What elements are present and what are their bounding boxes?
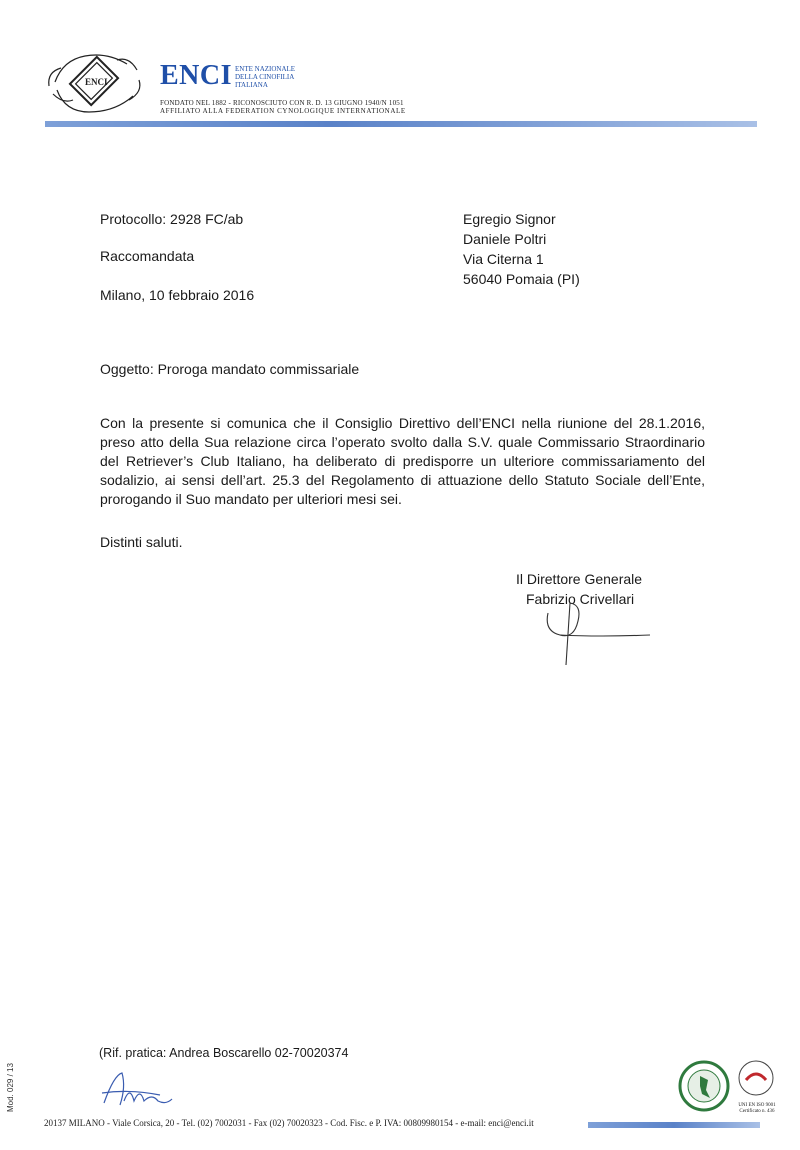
- case-reference: (Rif. pratica: Andrea Boscarello 02-70020374: [99, 1046, 349, 1060]
- certification-text: UNI EN ISO 9001 Certificato n. 436: [738, 1103, 776, 1114]
- affiliation-note: AFFILIATO ALLA FEDERATION CYNOLOGIQUE INTERNATIONALE: [160, 107, 406, 115]
- brand-full-name-line: DELLA CINOFILIA: [235, 73, 295, 81]
- addressee-block: [463, 210, 580, 290]
- footer-address: 20137 MILANO - Viale Corsica, 20 - Tel. (02) 7002031 - Fax (02) 70020323 - Cod. Fisc. e P. IVA: 00809980154 - e-mail: enci@enci.it: [44, 1118, 534, 1128]
- handwritten-signature-icon: [530, 585, 660, 670]
- brand-full-name-line: ENTE NAZIONALE: [235, 65, 296, 73]
- letter-date: Milano, 10 febbraio 2016: [100, 287, 255, 303]
- addressee-line: Egregio Signor: [463, 211, 556, 227]
- initials-signature-icon: [100, 1065, 180, 1115]
- footer-divider: [588, 1122, 760, 1128]
- svg-text:ENCI: ENCI: [85, 77, 108, 87]
- protocol-number: Protocollo: 2928 FC/ab: [100, 211, 244, 227]
- letter-closing: Distinti saluti.: [100, 534, 183, 550]
- delivery-method: Raccomandata: [100, 248, 195, 264]
- signer-role: Il Direttore Generale: [516, 571, 643, 587]
- addressee-line: Daniele Poltri: [463, 231, 547, 247]
- signer-name: Fabrizio Crivellari: [526, 591, 635, 607]
- addressee-line: 56040 Pomaia (PI): [463, 271, 580, 287]
- brand-name: ENCI: [160, 60, 233, 91]
- accredia-seal-icon: [678, 1060, 730, 1112]
- founding-note: FONDATO NEL 1882 - RICONOSCIUTO CON R. D. 13 GIUGNO 1940/N 1051: [160, 99, 404, 107]
- brand-full-name: [235, 65, 325, 89]
- enci-seal-logo-icon: [45, 42, 145, 122]
- addressee-line: Via Citerna 1: [463, 251, 544, 267]
- letter-body: Con la presente si comunica che il Consiglio Direttivo dell’ENCI nella riunione del 28.1.2016, preso atto della Sua relazione circa l’operato svolto dalla S.V. quale Commissario Straordinario del Retriever’s Club Italiano, ha deliberato di predisporre un ulteriore commissariamento del sodalizio, ai sensi dell’art. 25.3 del Regolamento di attuazione dello Statuto Sociale dell’Ente, prorogando il Suo mandato per ulteriori mesi sei.: [100, 415, 705, 507]
- letter-subject: Oggetto: Proroga mandato commissariale: [100, 361, 360, 377]
- brand-full-name-line: ITALIANA: [235, 81, 268, 89]
- form-code: Mod. 029 / 13: [6, 1063, 15, 1112]
- header-divider: [45, 121, 757, 127]
